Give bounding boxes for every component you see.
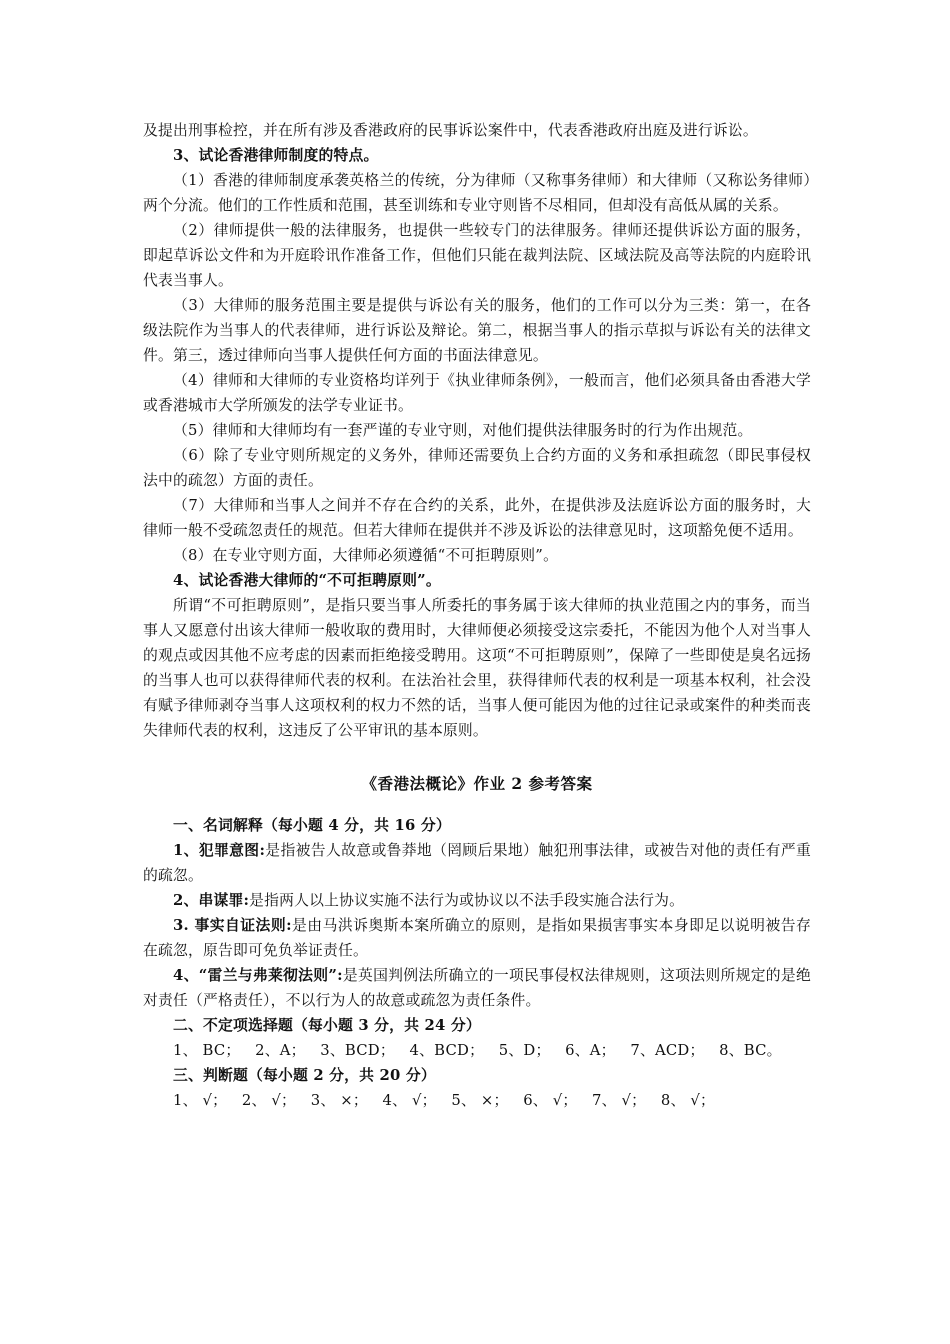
document-body (143, 118, 811, 1113)
term-definition: 是指两人以上协议实施不法行为或协议以不法手段实施合法行为。 (249, 892, 685, 909)
section3-answers: 1、 √； 2、 √； 3、 ×； 4、 √； 5、 ×； 6、 √； 7、 √； 8、 √； (173, 1092, 716, 1109)
section2-answers: 1、 BC； 2、A； 3、BCD； 4、BCD； 5、D； 6、A； 7、ACD； 8、BC。 (173, 1042, 782, 1059)
q3-item: （3）大律师的服务范围主要是提供与诉讼有关的服务，他们的工作可以分为三类：第一，在各级法院作为当事人的代表律师，进行诉讼及辩论。第二，根据当事人的指示草拟与诉讼有关的法律文件。第三，透过律师向当事人提供任何方面的书面法律意见。 (143, 297, 811, 364)
term-name: 3. 事实自证法则: (173, 917, 292, 934)
section3-heading: 三、判断题（每小题 2 分，共 20 分） (173, 1067, 436, 1084)
q3-item: （4）律师和大律师的专业资格均详列于《执业律师条例》，一般而言，他们必须具备由香港大学或香港城市大学所颁发的法学专业证书。 (143, 372, 811, 414)
term-name: 4、“雷兰与弗莱彻法则”: (173, 967, 343, 984)
term-entry (143, 838, 811, 888)
q3-item: （6）除了专业守则所规定的义务外，律师还需要负上合约方面的义务和承担疏忽（即民事侵权法中的疏忽）方面的责任。 (143, 447, 811, 489)
term-entry (143, 913, 811, 963)
term-name: 2、串谋罪: (173, 892, 250, 909)
term-entry (143, 888, 811, 913)
section1-heading: 一、名词解释（每小题 4 分，共 16 分） (173, 817, 451, 834)
continuation-paragraph: 及提出刑事检控，并在所有涉及香港政府的民事诉讼案件中，代表香港政府出庭及进行诉讼。 (143, 122, 758, 139)
term-entry (143, 963, 811, 1013)
term-definition: 是指被告人故意或鲁莽地（罔顾后果地）触犯刑事法律，或被告对他的责任有严重的疏忽。 (143, 842, 811, 884)
q3-heading: 3、试论香港律师制度的特点。 (173, 147, 379, 164)
q4-body: 所谓“不可拒聘原则”，是指只要当事人所委托的事务属于该大律师的执业范围之内的事务，而当事人又愿意付出该大律师一般收取的费用时，大律师便必须接受这宗委托，不能因为他个人对当事人的观点或因其他不应考虑的因素而拒绝接受聘用。这项“不可拒聘原则”，保障了一些即使是臭名远扬的当事人也可以获得律师代表的权利。在法治社会里，获得律师代表的权利是一项基本权利，社会没有赋予律师剥夺当事人这项权利的权力不然的话，当事人便可能因为他的过往记录或案件的种类而丧失律师代表的权利，这违反了公平审讯的基本原则。 (143, 597, 811, 739)
term-definition: 是由马洪诉奥斯本案所确立的原则，是指如果损害事实本身即足以说明被告存在疏忽，原告即可免负举证责任。 (143, 917, 811, 959)
term-name: 1、犯罪意图: (173, 842, 266, 859)
q4-heading: 4、试论香港大律师的“不可拒聘原则”。 (173, 572, 441, 589)
q3-item: （1）香港的律师制度承袭英格兰的传统，分为律师（又称事务律师）和大律师（又称讼务律师）两个分流。他们的工作性质和范围，甚至训练和专业守则皆不尽相同，但却没有高低从属的关系。 (143, 172, 811, 214)
q3-item: （2）律师提供一般的法律服务，也提供一些较专门的法律服务。律师还提供诉讼方面的服务，即起草诉讼文件和为开庭聆讯作准备工作，但他们只能在裁判法院、区域法院及高等法院的内庭聆讯代表当事人。 (143, 222, 811, 289)
document-title: 《香港法概论》作业 2 参考答案 (361, 774, 593, 793)
term-definition: 是英国判例法所确立的一项民事侵权法律规则，这项法则所规定的是绝对责任（严格责任），不以行为人的故意或疏忽为责任条件。 (143, 967, 812, 1009)
q3-item: （7）大律师和当事人之间并不存在合约的关系，此外，在提供涉及法庭诉讼方面的服务时，大律师一般不受疏忽责任的规范。但若大律师在提供并不涉及诉讼的法律意见时，这项豁免便不适用。 (143, 497, 811, 539)
q3-item: （5）律师和大律师均有一套严谨的专业守则，对他们提供法律服务时的行为作出规范。 (173, 422, 753, 439)
q3-item: （8）在专业守则方面，大律师必须遵循“不可拒聘原则”。 (173, 547, 559, 564)
section2-heading: 二、不定项选择题（每小题 3 分，共 24 分） (173, 1017, 481, 1034)
